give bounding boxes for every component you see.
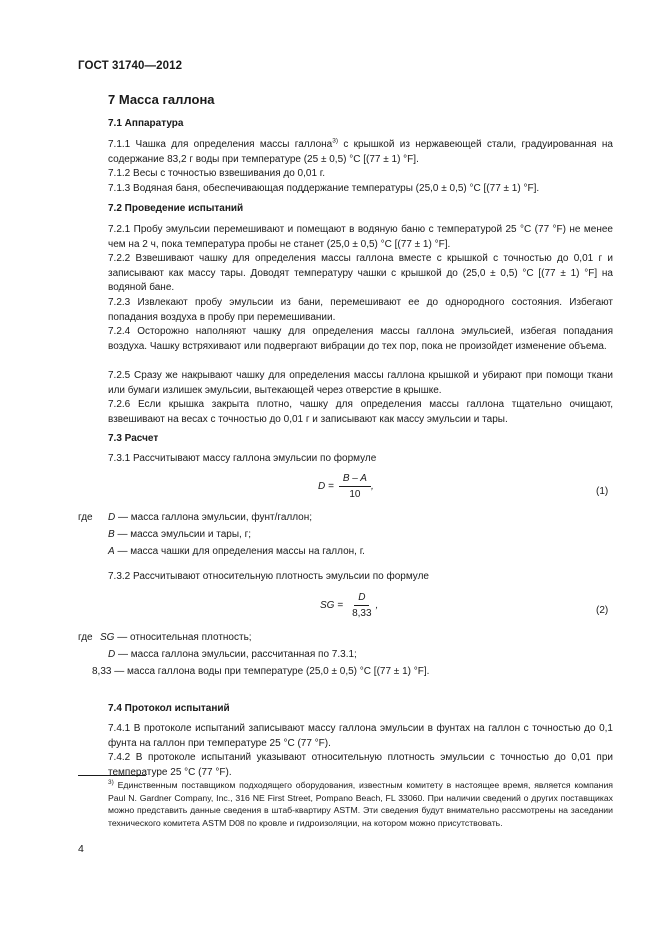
paragraph-7-4-2: 7.4.2 В протоколе испытаний указывают относительную плотность эмульсии с точностью до 0,01 при температуре 25 °С (77 °F). <box>108 752 613 778</box>
paragraph-7-3-1: 7.3.1 Рассчитывают массу галлона эмульсии по формуле <box>108 453 377 464</box>
paragraph-7-4-1: 7.4.1 В протоколе испытаний записывают массу галлона эмульсии в фунтах на галлон с точностью до 0,1 фунта на галлон при температуре 25 °С (77 °F). <box>108 723 613 749</box>
formula-2-number: (2) <box>596 605 609 616</box>
footnote-ref: 3) <box>332 137 338 145</box>
where-row-sg: SG — относительная плотность; <box>100 632 252 643</box>
where-row-833: 8,33 — масса галлона воды при температуре (25,0 ± 0,5) °С [(77 ± 1) °F]. <box>92 666 430 677</box>
where-row-d2: D — масса галлона эмульсии, рассчитанная по 7.3.1; <box>108 649 357 660</box>
footnote: $^{3)}$ Единственным поставщиком подходящего оборудования, известным комитету в настоящее время, является компания Paul N. Gardner Company, Inc., 316 NE First Street, Pompano Beach, FL 33060. При наличии сведений о других поставщиках можно представить данные сведения в штаб-квартиру ASTM. Эти сведения будут внимательно рассмотрены на заседании технического комитета ASTM D08 по кровле и гидроизоляции, на котором можно присутствовать. <box>108 779 613 828</box>
paragraph-7-2-3: 7.2.3 Извлекают пробу эмульсии из бани, перемешивают ее до однородного состояния. Избегают попадания воздуха в пробу при перемешивании. <box>108 297 613 323</box>
where-label-1: где <box>78 512 93 523</box>
subsection-title-7-2: 7.2 Проведение испытаний <box>108 203 244 214</box>
formula-1-number: (1) <box>596 486 609 497</box>
subsection-title-7-1: 7.1 Аппаратура <box>108 118 184 129</box>
paragraph-7-1-2: 7.1.2 Весы с точностью взвешивания до 0,01 г. <box>108 168 326 179</box>
where-row-b: B — масса эмульсии и тары, г; <box>108 529 251 540</box>
formula-1: D = $\frac{B - A}{10}$ , <box>318 473 374 500</box>
where-label-2: где <box>78 632 93 643</box>
paragraph-7-1-1: 7.1.1 Чашка для определения массы галлона$^{3)}$ с крышкой из нержавеющей стали, градуированная на содержание 83,2 г воды при температуре (25 ± 0,5) °С [(77 ± 1) °F]. <box>108 137 613 165</box>
paragraph-7-2-5: 7.2.5 Сразу же накрывают чашку для определения массы галлона крышкой и убирают при помощи ткани или бумаги излишек эмульсии, вытекающей через отверстие в крышке. <box>108 370 613 396</box>
formula-2: SG = $\frac{D}{8,33}$ , <box>320 592 379 619</box>
where-row-d: D — масса галлона эмульсии, фунт/галлон; <box>108 512 313 523</box>
where-row-a: A — масса чашки для определения массы на галлон, г. <box>108 546 365 557</box>
paragraph-7-1-3: 7.1.3 Водяная баня, обеспечивающая поддержание температуры (25,0 ± 0,5) °С [(77 ± 1) °F]. <box>108 183 540 194</box>
document-header: ГОСТ 31740—2012 <box>78 60 183 72</box>
paragraph-7-2-4: 7.2.4 Осторожно наполняют чашку для определения массы галлона эмульсией, избегая попадания воздуха. Чашку встряхивают или подвергают вибрации до тех пор, пока не произойдет изменение объема. <box>108 326 613 352</box>
paragraph-7-3-2: 7.3.2 Рассчитывают относительную плотность эмульсии по формуле <box>108 571 429 582</box>
paragraph-7-2-2: 7.2.2 Взвешивают чашку для определения массы галлона вместе с крышкой с точностью до 0,01 г и записывают как массу тары. Доводят температуру чашки с крышкой до (25,0 ± 0,5) °С [(77 ± 1) °F] на водяной бане. <box>108 253 613 294</box>
paragraph-7-2-1: 7.2.1 Пробу эмульсии перемешивают и помещают в водяную баню с температурой 25 °С (77 °F) не менее чем на 2 ч, пока температура пробы не станет (25,0 ± 0,5) °С [(77 ± 1) °F]. <box>108 224 613 250</box>
page-number: 4 <box>78 843 84 855</box>
footnote-mark: 3) <box>108 779 114 787</box>
paragraph-7-2-6: 7.2.6 Если крышка закрыта плотно, чашку для определения массы галлона тщательно очищают, взвешивают на весах с точностью до 0,01 г и записывают как массу эмульсии и тары. <box>108 399 613 425</box>
section-title: 7 Масса галлона <box>108 92 215 107</box>
subsection-title-7-4: 7.4 Протокол испытаний <box>108 703 230 714</box>
subsection-title-7-3: 7.3 Расчет <box>108 433 159 444</box>
footnote-separator <box>78 775 146 776</box>
